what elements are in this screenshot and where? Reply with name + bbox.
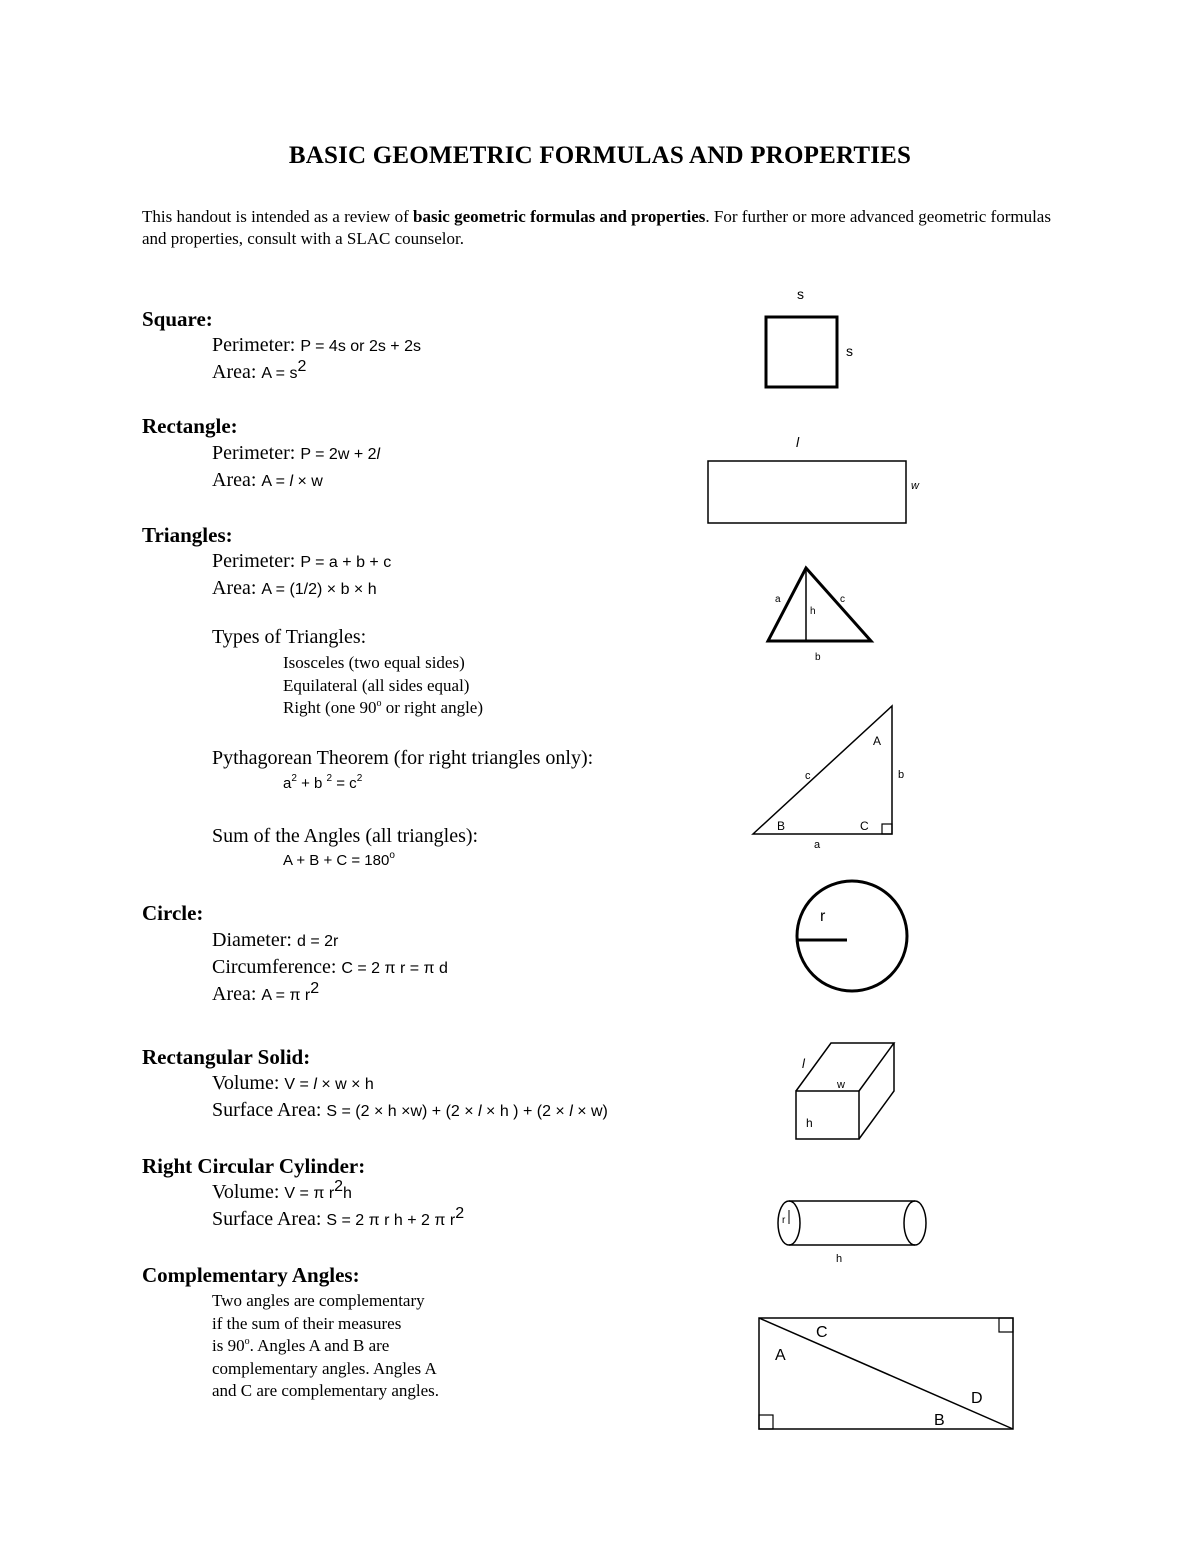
right-triangle-A-label: A [873, 734, 882, 748]
cylinder-r-label: r [782, 1215, 786, 1226]
cylinder-h-label: h [836, 1253, 843, 1265]
complementary-diagonal [759, 1318, 1013, 1429]
pythagorean-formula: $a^2 + b$ $^2 = c^2$ [283, 773, 363, 792]
intro-bold-text: basic geometric formulas and properties [413, 207, 706, 226]
rect-solid-top-face [796, 1043, 894, 1091]
rect-solid-side-face [859, 1043, 894, 1139]
square-perimeter: Perimeter: P = 4s or 2s + 2s [212, 334, 421, 356]
page-title: BASIC GEOMETRIC FORMULAS AND PROPERTIES [288, 142, 912, 169]
complementary-heading: Complementary Angles: [142, 1263, 360, 1287]
right-triangle-B-label: B [777, 819, 786, 833]
pythagorean-heading: Pythagorean Theorem (for right triangles only): [212, 747, 594, 769]
right-angle-marker [882, 824, 892, 834]
circle-area: Area: A = π $r^2$ [212, 980, 320, 1005]
right-triangle-a-label: a [814, 839, 821, 851]
rectangle-top-label: l [796, 434, 800, 450]
triangles-area: Area: A = (1/2) × b × h [212, 577, 377, 599]
rect-solid-h-label: h [806, 1116, 813, 1130]
types-heading: Types of Triangles: [212, 626, 367, 648]
complementary-D-label: D [971, 1390, 983, 1407]
triangle-h-label: h [810, 606, 816, 617]
bottom-left-angle-marker [759, 1415, 773, 1429]
circle-r-label: r [820, 908, 826, 925]
circle-circumference: Circumference: C = 2 π r = π d [212, 956, 448, 978]
triangles-heading: Triangles: [142, 523, 233, 547]
circle-heading: Circle: [142, 901, 204, 925]
rect-solid-volume: Volume: V = l × w × h [212, 1072, 374, 1094]
complementary-line-1: Two angles are complementary [212, 1291, 425, 1310]
triangle-b-label: b [815, 652, 821, 663]
right-triangle-c-label: c [805, 770, 811, 782]
circle-diameter: Diameter: d = 2r [212, 929, 339, 951]
rectangle-perimeter: Perimeter: P = 2w + 2l [212, 442, 381, 464]
square-shape [766, 317, 837, 387]
square-heading: Square: [142, 307, 213, 331]
rectangle-heading: Rectangle: [142, 414, 238, 438]
complementary-description [212, 1290, 512, 1403]
triangle-a-label: a [775, 594, 781, 605]
rect-solid-w-label: w [837, 1079, 845, 1091]
rectangle-area: Area: A = l × w [212, 469, 323, 491]
complementary-A-label: A [775, 1347, 786, 1364]
rectangle-side-label: w [911, 480, 919, 492]
intro-text-end: . For further or more advanced geometric formulas and properties, consult with a SLAC counselor. [142, 207, 1051, 248]
cylinder-surface-area: Surface Area: S = 2 π r h + 2 π $r^2$ [212, 1205, 465, 1230]
intro-paragraph [142, 206, 1072, 250]
complementary-line-5: and C are complementary angles. [212, 1381, 440, 1400]
rect-solid-front-face [796, 1091, 859, 1139]
right-triangle-shape [753, 706, 892, 834]
triangles-perimeter: Perimeter: P = a + b + c [212, 550, 392, 572]
sum-angles-formula: $A + B + C = 180^o$ [283, 850, 395, 869]
rectangle-shape [708, 461, 906, 523]
circle-shape [797, 881, 907, 991]
complementary-C-label: C [816, 1324, 828, 1341]
complementary-line-2: if the sum of their measures [212, 1313, 402, 1333]
type-equilateral: Equilateral (all sides equal) [283, 676, 470, 695]
complementary-line-3: is 90$^o$. Angles A and B are [212, 1336, 390, 1355]
intro-text: This handout is intended as a review of [142, 207, 413, 226]
top-right-angle-marker [999, 1318, 1013, 1332]
type-right: Right (one 90$^o$ or right angle) [283, 698, 483, 717]
cylinder-heading: Right Circular Cylinder: [142, 1154, 366, 1178]
triangle-c-label: c [840, 594, 845, 605]
rect-solid-surface-area: Surface Area: S = (2 × h ×w) + (2 × l × h ) + (2 × l × w) [212, 1099, 608, 1121]
sum-angles-heading: Sum of the Angles (all triangles): [212, 825, 479, 847]
rect-solid-l-label: l [802, 1056, 805, 1071]
complementary-line-4: complementary angles. Angles A [212, 1358, 437, 1378]
triangle-shape [768, 568, 871, 641]
cylinder-right-end [904, 1201, 926, 1245]
right-triangle-C-label: C [860, 819, 869, 833]
square-top-label: s [797, 286, 804, 302]
square-side-label: s [846, 343, 853, 359]
right-triangle-b-label: b [898, 769, 905, 781]
square-area: Area: $A = s^2$ [212, 358, 307, 383]
type-isosceles: Isosceles (two equal sides) [283, 653, 465, 672]
rect-solid-heading: Rectangular Solid: [142, 1045, 311, 1069]
complementary-B-label: B [934, 1412, 945, 1429]
cylinder-volume: Volume: V = π $r^2h$ [212, 1178, 352, 1203]
